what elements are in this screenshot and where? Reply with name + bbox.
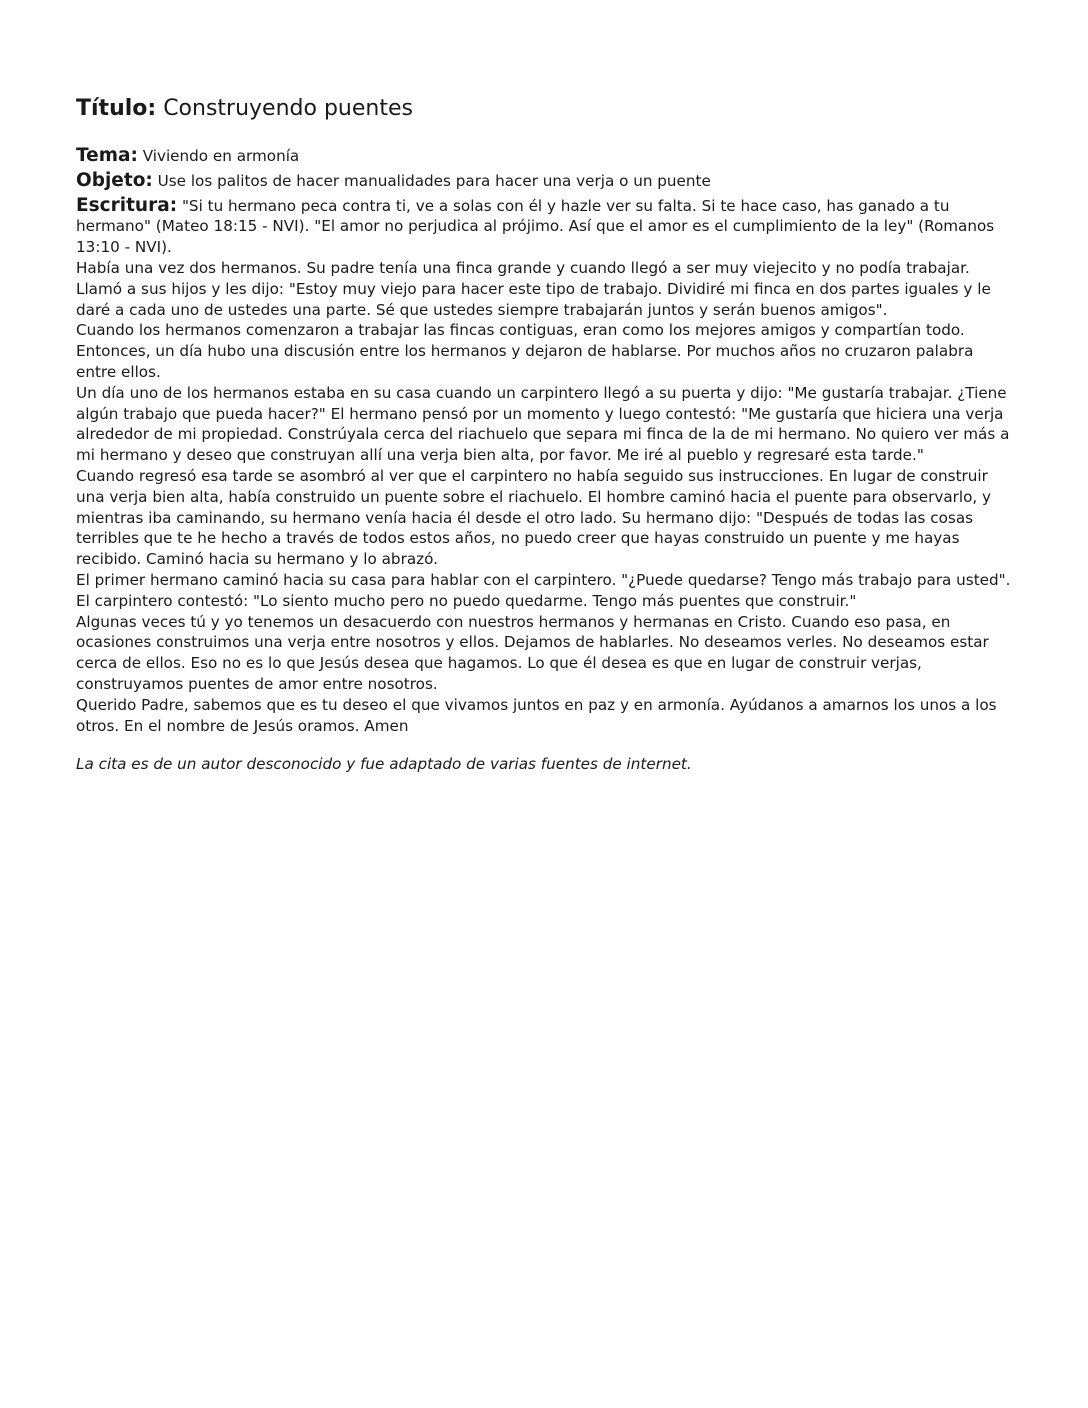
document-title bbox=[76, 94, 1016, 124]
title-label: Título: bbox=[76, 96, 157, 121]
source-credit: La cita es de un autor desconocido y fue adaptado de varias fuentes de internet. bbox=[76, 755, 692, 774]
application-paragraph: Algunas veces tú y yo tenemos un desacuerdo con nuestros hermanos y hermanas en Cristo. Cuando eso pasa, en ocasiones construimos una verja entre nosotros y ellos. Dejamos de hablarles. No deseamos verles. No deseamos estar cerca de ellos. Eso no es lo que Jesús desea que hagamos. Lo que él desea es que en lugar de construir verjas, construyamos puentes de amor entre nosotros. bbox=[76, 612, 989, 693]
story-paragraph-5: El primer hermano caminó hacia su casa para hablar con el carpintero. "¿Puede quedarse? Tengo más trabajo para usted". El carpintero contestó: "Lo siento mucho pero no puedo quedarme. Tengo más puentes que construir." bbox=[76, 570, 1011, 610]
object-value: Use los palitos de hacer manualidades para hacer una verja o un puente bbox=[157, 171, 711, 190]
theme-label: Tema: bbox=[76, 145, 138, 166]
story-paragraph-4: Cuando regresó esa tarde se asombró al ver que el carpintero no había seguido sus instrucciones. En lugar de construir una verja bien alta, había construido un puente sobre el riachuelo. El hombre caminó hacia el puente para observarlo, y mientras iba caminando, su hermano venía hacia él desde el otro lado. Su hermano dijo: "Después de todas las cosas terribles que te he hecho a través de todos estos años, no puedo creer que hayas construido un puente y me hayas recibido. Caminó hacia su hermano y lo abrazó. bbox=[76, 466, 992, 569]
object-line bbox=[76, 171, 1016, 192]
theme-value: Viviendo en armonía bbox=[142, 147, 300, 165]
story-paragraph-2: Cuando los hermanos comenzaron a trabajar las fincas contiguas, eran como los mejores amigos y compartían todo. Entonces, un día hubo una discusión entre los hermanos y dejaron de hablarse. Por muchos años no cruzaron palabra entre ellos. bbox=[76, 321, 974, 381]
story-paragraph-3: Un día uno de los hermanos estaba en su casa cuando un carpintero llegó a su puerta y dijo: "Me gustaría trabajar. ¿Tiene algún trabajo que pueda hacer?" El hermano pensó por un momento y luego contestó: "Me gustaría que hiciera una verja alrededor de mi propiedad. Constrúyala cerca del riachuelo que separa mi finca de la de mi hermano. No quiero ver más a mi hermano y deseo que construyan allí una verja bien alta, por favor. Me iré al pueblo y regresaré esta tarde." bbox=[76, 383, 1010, 465]
scripture-label: Escritura: bbox=[76, 194, 178, 216]
prayer-paragraph: Querido Padre, sabemos que es tu deseo el que vivamos juntos en paz y en armonía. Ayúdanos a amarnos los unos a los otros. En el nombre de Jesús oramos. Amen bbox=[76, 695, 997, 735]
scripture-value: "Si tu hermano peca contra ti, ve a solas con él y hazle ver su falta. Si te hace caso, has ganado a tu hermano" (Mateo 18:15 - NVI). "El amor no perjudica al prójimo. Así que el amor es el cumplimiento de la ley" (Romanos 13:10 - NVI). bbox=[76, 196, 995, 257]
scripture-line bbox=[76, 196, 1016, 258]
story-paragraph-1: Había una vez dos hermanos. Su padre tenía una finca grande y cuando llegó a ser muy viejecito y no podía trabajar. Llamó a sus hijos y les dijo: "Estoy muy viejo para hacer este tipo de trabajo. Dividiré mi finca en dos partes iguales y le daré a cada uno de ustedes una parte. Sé que ustedes siempre trabajarán juntos y serán buenos amigos". bbox=[76, 258, 991, 319]
object-label: Objeto: bbox=[76, 169, 153, 191]
document-page bbox=[76, 94, 1016, 775]
title-value: Construyendo puentes bbox=[163, 96, 413, 121]
theme-line bbox=[76, 146, 1016, 167]
